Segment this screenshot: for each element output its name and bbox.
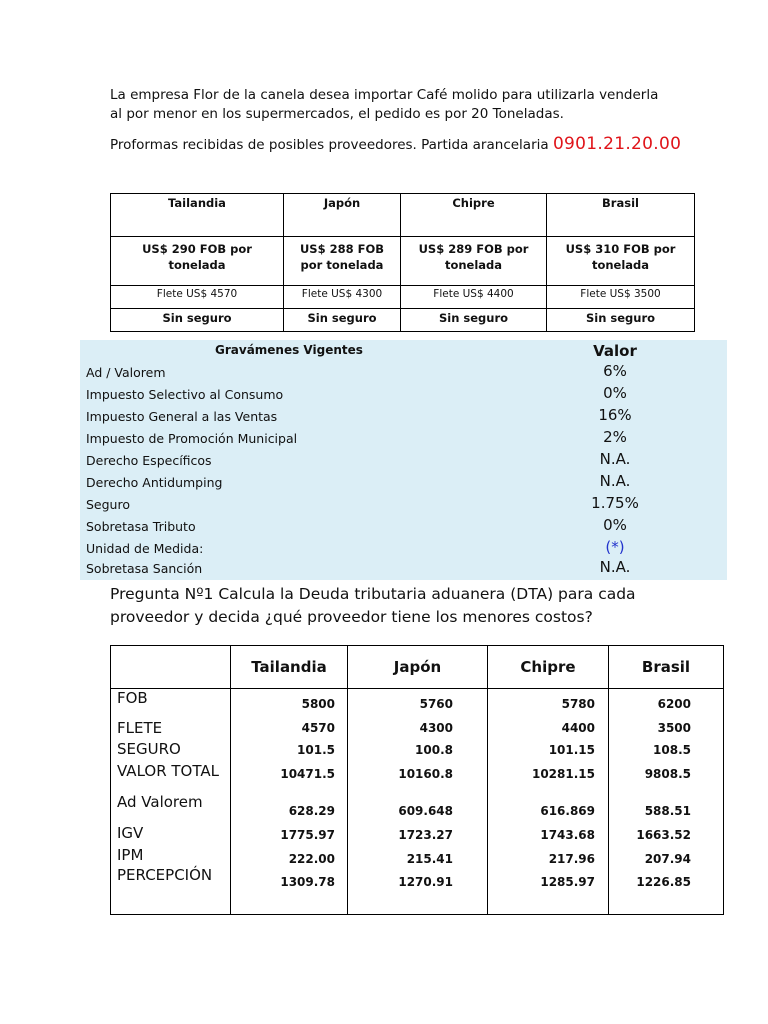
- calc-row-label: SEGURO: [117, 740, 181, 758]
- duty-label: Unidad de Medida:: [86, 541, 204, 556]
- calc-row-label: FOB: [117, 689, 148, 707]
- duty-label: Derecho Antidumping: [86, 475, 223, 490]
- calc-col-header: Chipre: [488, 646, 609, 689]
- calc-col-header: Tailandia: [231, 646, 348, 689]
- calc-cell: 9808.5: [644, 767, 691, 781]
- calc-row-label: PERCEPCIÓN: [117, 866, 213, 884]
- calc-row-label: IPM: [117, 846, 144, 864]
- calc-cell: 101.15: [548, 743, 595, 757]
- duty-row: [80, 472, 727, 494]
- calc-cell: 1743.68: [540, 828, 595, 842]
- provider-country: Brasil: [547, 194, 695, 237]
- calc-col-values: [231, 689, 348, 915]
- duty-value: 0%: [603, 384, 627, 402]
- calc-col-values: [348, 689, 488, 915]
- provider-seguro: Sin seguro: [401, 309, 547, 332]
- calc-cell: 10471.5: [280, 767, 335, 781]
- calc-row-label: IGV: [117, 824, 144, 842]
- calc-cell: 5780: [561, 697, 595, 711]
- calc-cell: 5800: [301, 697, 335, 711]
- duty-row: [80, 362, 727, 384]
- duty-row: [80, 428, 727, 450]
- calc-cell: 628.29: [288, 804, 335, 818]
- duty-label: Sobretasa Sanción: [86, 561, 203, 576]
- duty-row: [80, 516, 727, 538]
- provider-flete: Flete US$ 4300: [284, 286, 401, 309]
- calc-cell: 1663.52: [636, 828, 691, 842]
- calc-row-labels: [111, 689, 231, 915]
- duty-label: Seguro: [86, 497, 130, 512]
- duty-value: N.A.: [599, 558, 631, 576]
- duty-label: Impuesto Selectivo al Consumo: [86, 387, 284, 402]
- provider-seguro: Sin seguro: [111, 309, 284, 332]
- question-text: Pregunta Nº1 Calcula la Deuda tributaria aduanera (DTA) para cada proveedor y decida ¿qué proveedor tiene los menores costos?: [110, 585, 636, 626]
- calc-col-values: [609, 689, 724, 915]
- duty-value: 1.75%: [591, 494, 639, 512]
- duties-header: [80, 340, 727, 362]
- duty-value: (*): [605, 538, 625, 556]
- duty-row: [80, 558, 727, 580]
- calc-row-label: VALOR TOTAL: [117, 762, 219, 780]
- duty-value: 16%: [598, 406, 632, 424]
- duty-row: [80, 406, 727, 428]
- calc-cell: 1723.27: [398, 828, 453, 842]
- calc-cell: 207.94: [644, 852, 691, 866]
- calc-col-header: Japón: [348, 646, 488, 689]
- proformas-text: Proformas recibidas de posibles proveedores. Partida arancelaria: [110, 137, 549, 153]
- calc-cell: 1309.78: [280, 875, 335, 889]
- calc-cell: 217.96: [548, 852, 595, 866]
- duty-label: Impuesto de Promoción Municipal: [86, 431, 298, 446]
- calc-cell: 588.51: [644, 804, 691, 818]
- calc-cell: 609.648: [398, 804, 453, 818]
- providers-table: [110, 193, 695, 332]
- calc-cell: 100.8: [415, 743, 453, 757]
- provider-seguro: Sin seguro: [284, 309, 401, 332]
- provider-country: Japón: [284, 194, 401, 237]
- calc-cell: 1775.97: [280, 828, 335, 842]
- calc-row-label: Ad Valorem: [117, 793, 203, 811]
- duties-header-label: Gravámenes Vigentes: [215, 343, 363, 357]
- calc-cell: 616.869: [540, 804, 595, 818]
- duty-value: N.A.: [599, 472, 631, 490]
- partida-code: 0901.21.20.00: [552, 134, 682, 154]
- calc-row-label: FLETE: [117, 719, 163, 737]
- calc-cell: 101.5: [297, 743, 335, 757]
- provider-price: US$ 290 FOB por tonelada: [111, 237, 284, 286]
- calc-cell: 1226.85: [636, 875, 691, 889]
- calc-col-values: [488, 689, 609, 915]
- duty-row: [80, 384, 727, 406]
- duty-label: Sobretasa Tributo: [86, 519, 196, 534]
- calc-cell: 1270.91: [398, 875, 453, 889]
- duty-value: N.A.: [599, 450, 631, 468]
- calc-cell: 222.00: [288, 852, 335, 866]
- provider-flete: Flete US$ 4400: [401, 286, 547, 309]
- duty-value: 0%: [603, 516, 627, 534]
- duty-row: [80, 494, 727, 516]
- duty-label: Ad / Valorem: [86, 365, 166, 380]
- duties-block: [80, 340, 727, 580]
- calc-cell: 10160.8: [398, 767, 453, 781]
- calc-cell: 6200: [657, 697, 691, 711]
- calc-cell: 3500: [657, 721, 691, 735]
- calc-cell: 108.5: [653, 743, 691, 757]
- calc-cell: 4400: [561, 721, 595, 735]
- duty-value: 6%: [603, 362, 627, 380]
- calc-cell: 1285.97: [540, 875, 595, 889]
- provider-country: Tailandia: [111, 194, 284, 237]
- calc-table: [110, 645, 724, 915]
- provider-flete: Flete US$ 4570: [111, 286, 284, 309]
- provider-flete: Flete US$ 3500: [547, 286, 695, 309]
- duty-label: Impuesto General a las Ventas: [86, 409, 278, 424]
- calc-cell: 10281.15: [531, 767, 595, 781]
- calc-cell: 215.41: [406, 852, 453, 866]
- calc-header-blank: [111, 646, 231, 689]
- duty-row: [80, 538, 727, 560]
- provider-price: US$ 310 FOB por tonelada: [547, 237, 695, 286]
- provider-seguro: Sin seguro: [547, 309, 695, 332]
- proformas-line: [110, 135, 710, 155]
- provider-price: US$ 288 FOB por tonelada: [284, 237, 401, 286]
- calc-cell: 5760: [419, 697, 453, 711]
- duty-row: [80, 450, 727, 472]
- intro-paragraph: La empresa Flor de la canela desea importar Café molido para utilizarla venderla al por menor en los supermercados, el pedido es por 20 Toneladas.: [110, 87, 659, 122]
- calc-cell: 4570: [301, 721, 335, 735]
- duty-value: 2%: [603, 428, 627, 446]
- duties-header-value: Valor: [593, 342, 637, 360]
- provider-country: Chipre: [401, 194, 547, 237]
- provider-price: US$ 289 FOB por tonelada: [401, 237, 547, 286]
- duty-label: Derecho Específicos: [86, 453, 212, 468]
- calc-cell: 4300: [419, 721, 453, 735]
- calc-col-header: Brasil: [609, 646, 724, 689]
